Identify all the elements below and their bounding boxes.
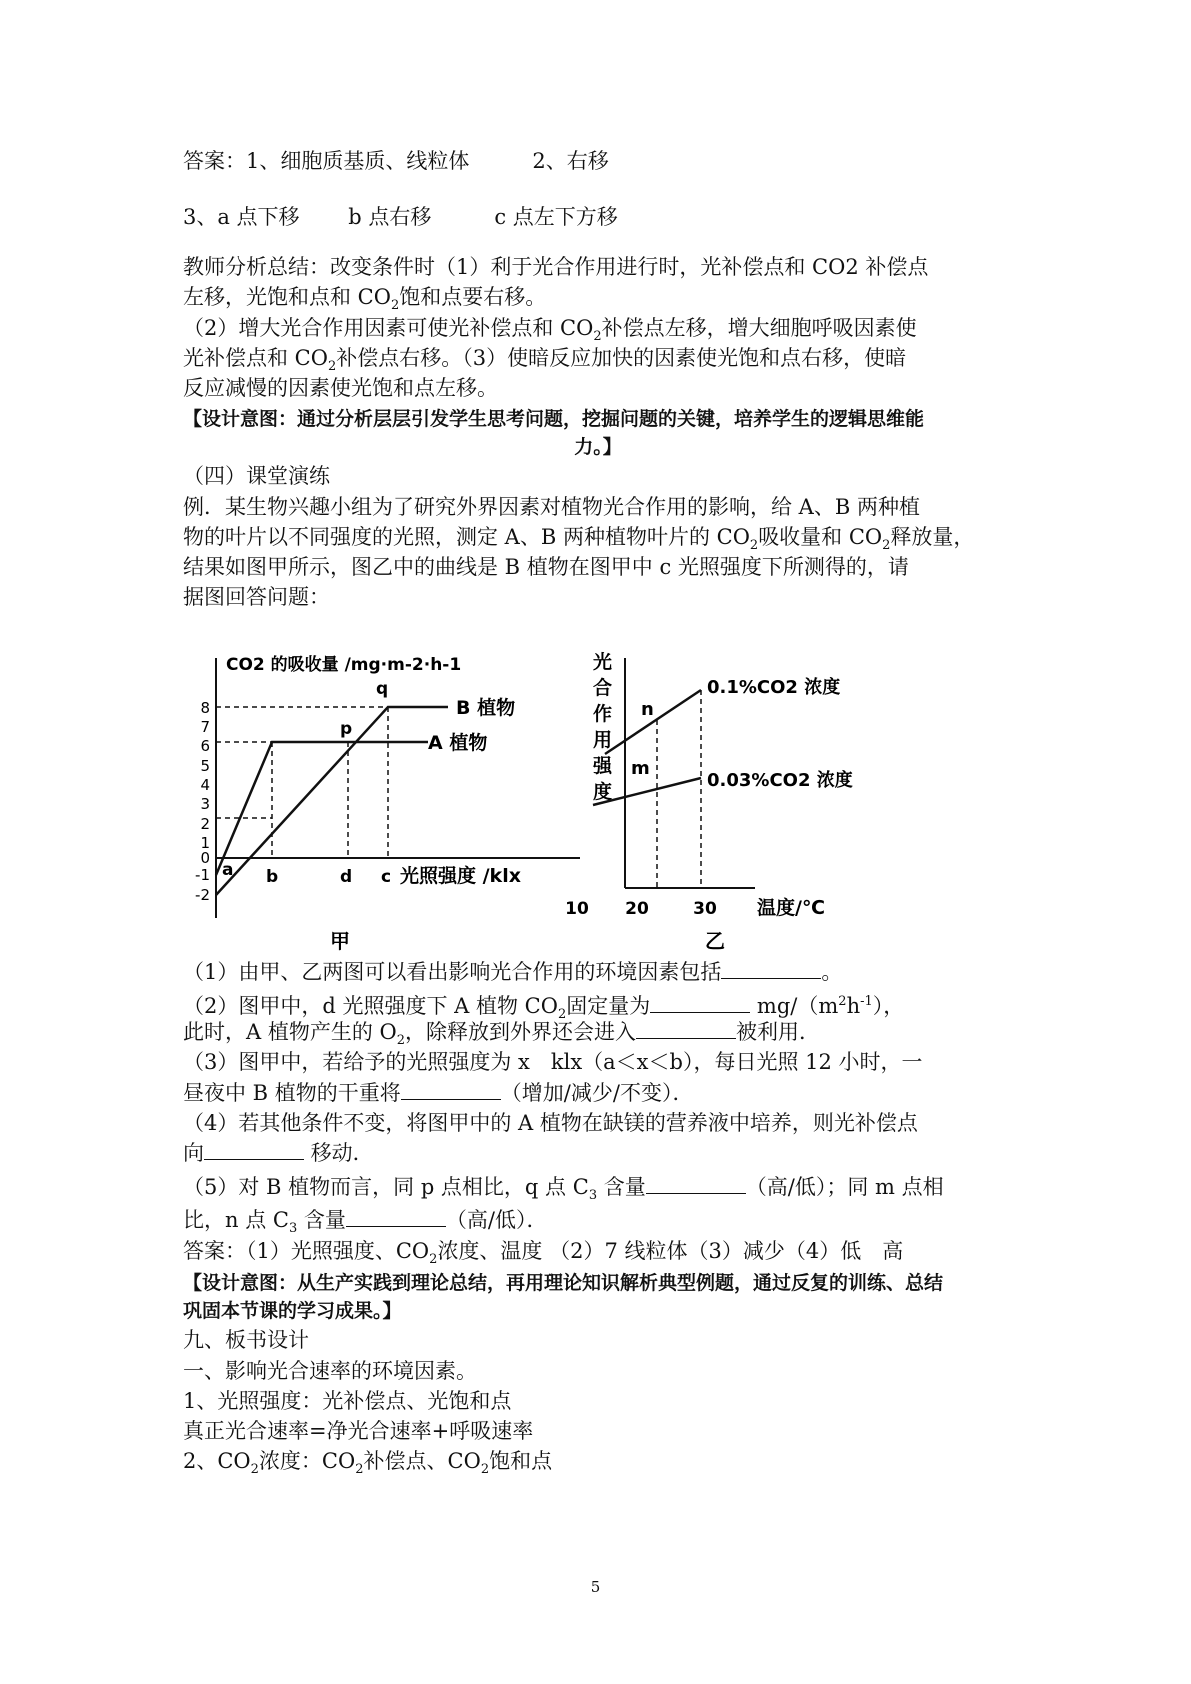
jia-ytick: -1	[195, 866, 210, 884]
jia-ytick: 5	[200, 757, 210, 775]
design-intent-2-end: 巩固本节课的学习成果。】	[183, 1300, 402, 1322]
question-stem-4: 据图回答问题：	[183, 585, 330, 609]
jia-ylabel: CO2 的吸收量 /mg·m-2·h-1	[226, 655, 462, 675]
jia-ytick: 3	[200, 795, 210, 813]
exercise-answer: 答案：（1）光照强度、$CO_2$浓度、温度 （2）7 线粒体（3）减少（4）低 高	[183, 1239, 904, 1268]
jia-ytick: 1	[200, 834, 210, 852]
question-3-cont: 昼夜中 B 植物的干重将 （增加/减少/不变）．	[183, 1081, 694, 1105]
answer-blank[interactable]	[346, 1206, 446, 1227]
jia-ytick: 8	[200, 699, 210, 717]
board-item-3: 真正光合速率=净光合速率+呼吸速率	[183, 1419, 534, 1443]
question-4-cont: 向 移动．	[183, 1141, 374, 1165]
jia-point-p: p	[340, 719, 353, 739]
yi-xtick: 10	[565, 899, 589, 919]
design-intent-2: 【设计意图：从生产实践到理论总结，再用理论知识解析典型例题，通过反复的训练、总结	[183, 1272, 944, 1294]
question-1: （1）由甲、乙两图可以看出影响光合作用的环境因素包括 。	[183, 960, 843, 984]
summary-line-2: 左移，光饱和点和 $CO_2$饱和点要右移。	[183, 285, 547, 314]
jia-ytick: 2	[200, 815, 210, 833]
jia-series-a-label: A 植物	[428, 732, 488, 754]
jia-xtick-a: a	[222, 860, 234, 880]
summary-line-5: 反应减慢的因素使光饱和点左移。	[183, 376, 498, 400]
summary-line-1: 教师分析总结：改变条件时（1）利于光合作用进行时，光补偿点和 CO2 补偿点	[183, 255, 929, 279]
jia-ytick: -2	[195, 886, 210, 904]
figure-jia	[180, 650, 600, 955]
answer-blank[interactable]	[646, 1173, 746, 1194]
section-heading-exercise: （四）课堂演练	[183, 464, 330, 488]
answer-blank[interactable]	[401, 1079, 501, 1100]
jia-xtick-d: d	[340, 867, 353, 887]
yi-guides	[657, 690, 701, 888]
summary-line-3: （2）增大光合作用因素可使光补偿点和 $CO_2$补偿点左移，增大细胞呼吸因素使	[183, 316, 917, 345]
yi-xtick: 20	[625, 899, 649, 919]
yi-caption: 乙	[705, 929, 725, 953]
question-4: （4）若其他条件不变，将图甲中的 A 植物在缺镁的营养液中培养，则光补偿点	[183, 1111, 918, 1135]
board-item-2: 1、光照强度：光补偿点、光饱和点	[183, 1389, 512, 1413]
yi-series-high-label: 0.1%CO2 浓度	[707, 677, 841, 698]
design-intent-1: 【设计意图：通过分析层层引发学生思考问题，挖掘问题的关键，培养学生的逻辑思维能	[183, 408, 925, 430]
question-stem-2: 物的叶片以不同强度的光照，测定 A、B 两种植物叶片的 $CO_2$吸收量和 $CO_2$释放量，	[183, 525, 975, 554]
jia-series-a-line	[216, 742, 420, 875]
answer-blank[interactable]	[204, 1139, 304, 1160]
board-item-4: 2、$CO_2$浓度：$CO_2$补偿点、$CO_2$饱和点	[183, 1449, 553, 1478]
question-5-cont: 比，n 点 $C_3$ 含量 （高/低）．	[183, 1208, 548, 1237]
answer-blank[interactable]	[650, 992, 750, 1013]
question-2: （2）图甲中，d 光照强度下 A 植物 $CO_2$固定量为 $mg/(m^2h^{-1})$，	[183, 994, 905, 1023]
jia-point-q: q	[376, 679, 389, 699]
jia-ytick: 7	[200, 718, 210, 736]
question-3: （3）图甲中，若给予的光照强度为 x klx（a＜x＜b），每日光照 12 小时，一	[183, 1050, 923, 1074]
jia-ytick: 6	[200, 737, 210, 755]
jia-ytick: 4	[200, 776, 210, 794]
jia-series-b-label: B 植物	[456, 697, 516, 719]
yi-xlabel: 温度/℃	[757, 897, 825, 919]
yi-xtick: 30	[693, 899, 717, 919]
board-item-1: 一、影响光合速率的环境因素。	[183, 1359, 477, 1383]
question-5: （5）对 B 植物而言，同 p 点相比，q 点 $C_3$ 含量 （高/低）；同 m 点相	[183, 1175, 944, 1204]
yi-point-n: n	[641, 699, 654, 720]
jia-xlabel: 光照强度 /klx	[400, 865, 521, 887]
jia-xtick-c: c	[381, 867, 392, 887]
figure-yi	[565, 650, 930, 955]
jia-xtick-b: b	[266, 867, 279, 887]
answer-line-1: 答案：1、细胞质基质、线粒体 2、右移	[183, 149, 609, 173]
answer-blank[interactable]	[721, 958, 821, 979]
jia-guides	[216, 707, 388, 858]
page-number: 5	[590, 1578, 601, 1596]
jia-ytick: 0	[200, 849, 210, 867]
design-intent-1-end: 力。】	[574, 436, 622, 458]
summary-line-4: 光补偿点和 $CO_2$补偿点右移。（3）使暗反应加快的因素使光饱和点右移，使暗	[183, 346, 907, 375]
answer-blank[interactable]	[636, 1018, 736, 1039]
question-2-cont: 此时，A 植物产生的 $O_2$，除释放到外界还会进入 被利用．	[183, 1020, 821, 1049]
jia-yticks	[195, 699, 210, 904]
question-stem-1: 例．某生物兴趣小组为了研究外界因素对植物光合作用的影响，给 A、B 两种植	[183, 495, 920, 519]
jia-caption: 甲	[330, 929, 350, 953]
question-stem-3: 结果如图甲所示，图乙中的曲线是 B 植物在图甲中 c 光照强度下所测得的，请	[183, 555, 909, 579]
answer-line-2: 3、a 点下移 b 点右移 c 点左下方移	[183, 205, 618, 229]
yi-point-m: m	[631, 758, 650, 779]
board-design-heading: 九、板书设计	[183, 1328, 309, 1352]
yi-ylabel: 光合作用强度	[593, 651, 613, 803]
yi-series-low-label: 0.03%CO2 浓度	[707, 770, 853, 791]
